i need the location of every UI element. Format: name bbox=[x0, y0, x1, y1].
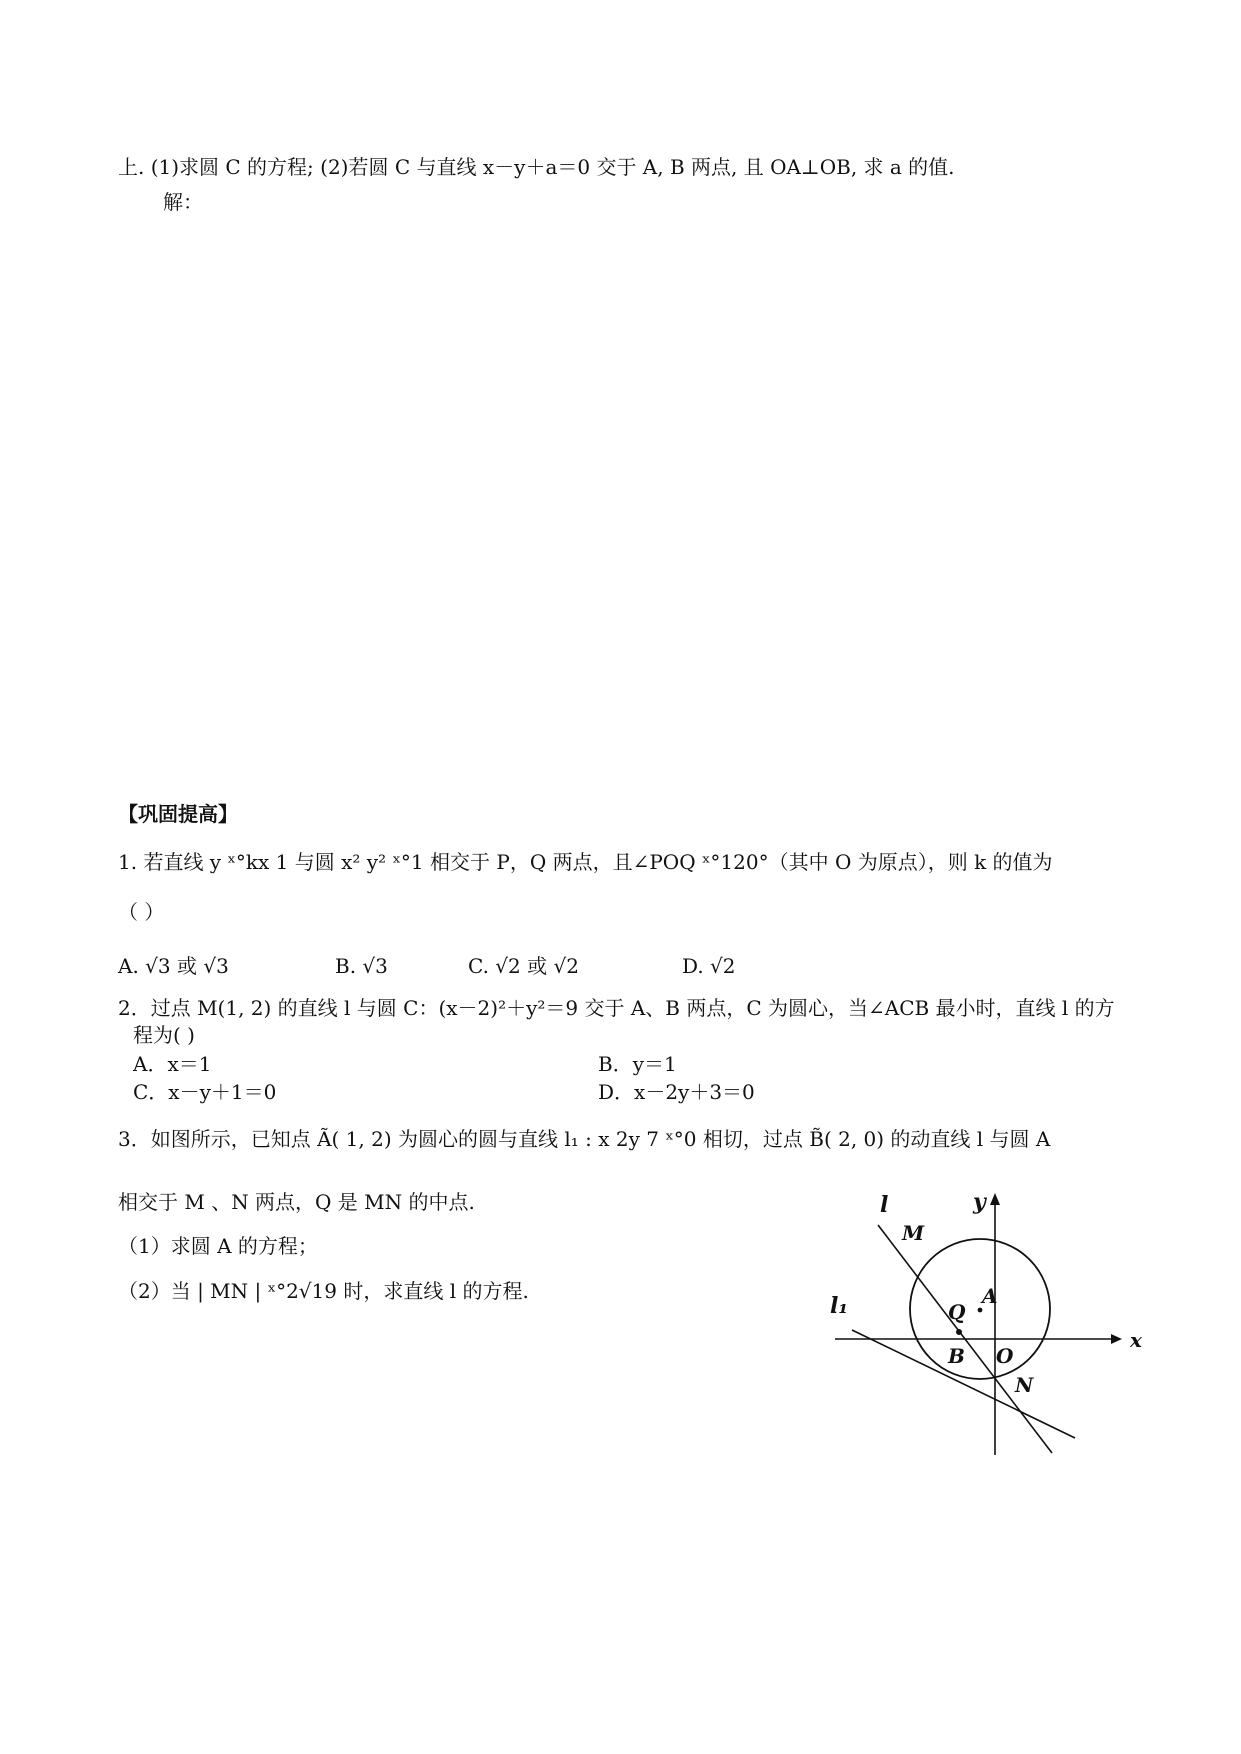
q1-option-b: B. √3 bbox=[335, 954, 388, 978]
answer-label: 解： bbox=[163, 190, 203, 214]
q3-part2: （2）当 | MN | ˣ°2√19 时，求直线 l 的方程. bbox=[118, 1279, 529, 1303]
q2-option-a: A．x＝1 bbox=[133, 1052, 212, 1076]
label-a: A bbox=[982, 1284, 998, 1308]
section-heading: 【巩固提高】 bbox=[118, 802, 238, 826]
q2-stem-line2: 程为( ) bbox=[133, 1023, 195, 1047]
geometry-figure bbox=[830, 1185, 1160, 1465]
problem-line: 上. (1)求圆 C 的方程; (2)若圆 C 与直线 x－y＋a＝0 交于 A, B 两点, 且 OA⊥OB, 求 a 的值. bbox=[118, 155, 955, 179]
q2-stem-line1: 2．过点 M(1, 2) 的直线 l 与圆 C：(x－2)²＋y²＝9 交于 A、B 两点，C 为圆心，当∠ACB 最小时，直线 l 的方 bbox=[118, 996, 1115, 1020]
point-a bbox=[978, 1308, 983, 1313]
q1-option-c: C. √2 或 √2 bbox=[468, 954, 579, 978]
x-axis-arrow bbox=[1111, 1334, 1122, 1344]
q2-option-d: D．x－2y＋3＝0 bbox=[598, 1080, 755, 1104]
label-x: x bbox=[1130, 1328, 1142, 1352]
figure-svg bbox=[830, 1185, 1160, 1465]
label-l1: l₁ bbox=[830, 1293, 848, 1319]
q1-option-a: A. √3 或 √3 bbox=[118, 954, 229, 978]
q2-option-b: B．y＝1 bbox=[598, 1052, 677, 1076]
label-l: l bbox=[880, 1192, 889, 1218]
q1-paren: （ ） bbox=[118, 900, 165, 924]
q3-stem-line2: 相交于 M 、N 两点，Q 是 MN 的中点. bbox=[118, 1190, 475, 1214]
q1-option-d: D. √2 bbox=[682, 954, 736, 978]
q3-part1: （1）求圆 A 的方程； bbox=[118, 1234, 318, 1258]
q3-stem-line1: 3．如图所示，已知点 Ã( 1, 2) 为圆心的圆与直线 l₁ : x 2y 7 ˣ°0 相切，过点 B̃( 2, 0) 的动直线 l 与圆 A bbox=[118, 1127, 1051, 1151]
label-o: O bbox=[996, 1344, 1014, 1368]
label-y: y bbox=[973, 1189, 986, 1215]
point-q bbox=[956, 1329, 962, 1335]
label-q: Q bbox=[948, 1300, 966, 1324]
label-b: B bbox=[948, 1344, 965, 1368]
q2-option-c: C．x－y＋1＝0 bbox=[133, 1080, 277, 1104]
q1-stem: 1. 若直线 y ˣ°kx 1 与圆 x² y² ˣ°1 相交于 P，Q 两点，且∠POQ ˣ°120°（其中 O 为原点），则 k 的值为 bbox=[118, 850, 1053, 874]
y-axis-arrow bbox=[990, 1193, 1000, 1205]
label-m: M bbox=[902, 1221, 925, 1245]
label-n: N bbox=[1015, 1373, 1034, 1397]
